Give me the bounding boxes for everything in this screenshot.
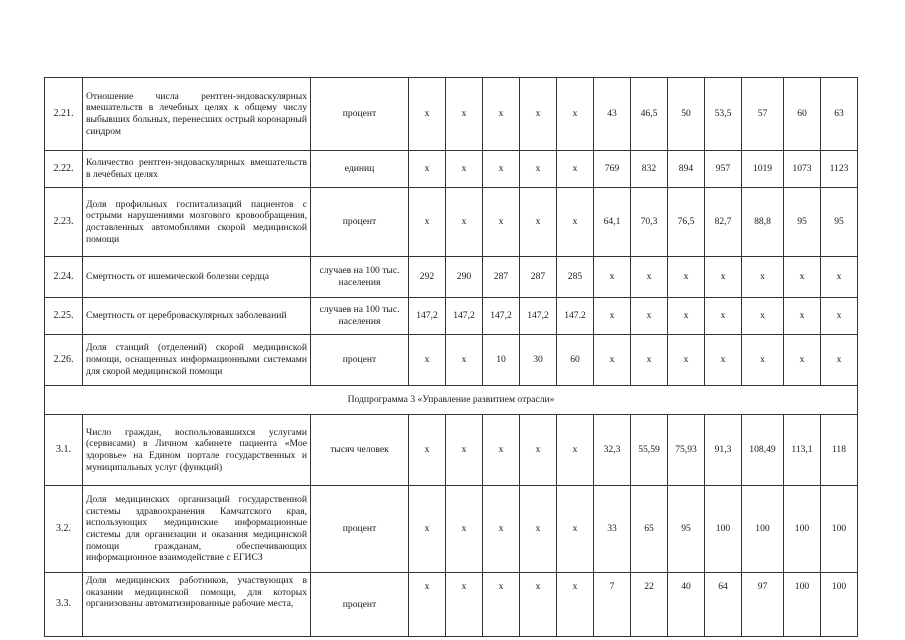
value-cell: 33 bbox=[594, 486, 631, 573]
value-cell: x bbox=[446, 573, 483, 637]
value-cell: 32,3 bbox=[594, 415, 631, 486]
value-cell: x bbox=[409, 188, 446, 257]
value-cell: x bbox=[483, 486, 520, 573]
value-cell: 22 bbox=[631, 573, 668, 637]
value-cell: 46,5 bbox=[631, 78, 668, 151]
value-cell: x bbox=[594, 298, 631, 335]
value-cell: 100 bbox=[821, 486, 858, 573]
indicator-name: Доля медицинских работников, участвующих в оказании медицинской помощи, для которых организованы автоматизированные рабочие места, bbox=[83, 573, 311, 637]
value-cell: x bbox=[520, 486, 557, 573]
value-cell: 290 bbox=[446, 257, 483, 298]
value-cell: 60 bbox=[557, 335, 594, 386]
value-cell: 64 bbox=[705, 573, 742, 637]
value-cell: x bbox=[742, 335, 784, 386]
value-cell: 118 bbox=[821, 415, 858, 486]
unit-of-measure: случаев на 100 тыс. населения bbox=[311, 298, 409, 335]
value-cell: x bbox=[446, 151, 483, 188]
unit-of-measure: процент bbox=[311, 486, 409, 573]
value-cell: 55,59 bbox=[631, 415, 668, 486]
value-cell: 1123 bbox=[821, 151, 858, 188]
value-cell: 97 bbox=[742, 573, 784, 637]
value-cell: 769 bbox=[594, 151, 631, 188]
table-row bbox=[45, 486, 858, 573]
row-number: 3.3. bbox=[45, 573, 83, 637]
row-number: 2.25. bbox=[45, 298, 83, 335]
value-cell: x bbox=[483, 151, 520, 188]
subprogram-header-row bbox=[45, 386, 858, 415]
value-cell: x bbox=[631, 257, 668, 298]
value-cell: x bbox=[557, 573, 594, 637]
value-cell: 113,1 bbox=[784, 415, 821, 486]
value-cell: 894 bbox=[668, 151, 705, 188]
value-cell: x bbox=[631, 335, 668, 386]
subprogram-title: Подпрограмма 3 «Управление развитием отрасли» bbox=[45, 386, 858, 415]
value-cell: x bbox=[742, 298, 784, 335]
value-cell: x bbox=[557, 188, 594, 257]
table-row bbox=[45, 415, 858, 486]
value-cell: x bbox=[668, 257, 705, 298]
value-cell: x bbox=[520, 573, 557, 637]
value-cell: 60 bbox=[784, 78, 821, 151]
value-cell: 64,1 bbox=[594, 188, 631, 257]
unit-of-measure: единиц bbox=[311, 151, 409, 188]
value-cell: 100 bbox=[784, 573, 821, 637]
indicator-name: Отношение числа рентген-эндоваскулярных вмешательств в лечебных целях к общему числу выбывших больных, перенесших острый коронарный синдром bbox=[83, 78, 311, 151]
indicator-name: Доля станций (отделений) скорой медицинской помощи, оснащенных информационными системами для скорой медицинской помощи bbox=[83, 335, 311, 386]
table-row bbox=[45, 78, 858, 151]
value-cell: x bbox=[409, 486, 446, 573]
value-cell: x bbox=[705, 257, 742, 298]
row-number: 2.26. bbox=[45, 335, 83, 386]
row-number: 2.21. bbox=[45, 78, 83, 151]
unit-of-measure: случаев на 100 тыс. населения bbox=[311, 257, 409, 298]
value-cell: 76,5 bbox=[668, 188, 705, 257]
value-cell: x bbox=[446, 486, 483, 573]
value-cell: 1073 bbox=[784, 151, 821, 188]
value-cell: 82,7 bbox=[705, 188, 742, 257]
value-cell: 30 bbox=[520, 335, 557, 386]
value-cell: x bbox=[821, 298, 858, 335]
value-cell: 91,3 bbox=[705, 415, 742, 486]
row-number: 2.23. bbox=[45, 188, 83, 257]
value-cell: 147.2 bbox=[557, 298, 594, 335]
value-cell: x bbox=[409, 573, 446, 637]
value-cell: 292 bbox=[409, 257, 446, 298]
value-cell: x bbox=[483, 415, 520, 486]
value-cell: x bbox=[594, 257, 631, 298]
value-cell: 43 bbox=[594, 78, 631, 151]
value-cell: 95 bbox=[821, 188, 858, 257]
value-cell: 65 bbox=[631, 486, 668, 573]
table-row bbox=[45, 257, 858, 298]
value-cell: 832 bbox=[631, 151, 668, 188]
value-cell: 63 bbox=[821, 78, 858, 151]
unit-of-measure: тысяч человек bbox=[311, 415, 409, 486]
row-number: 2.24. bbox=[45, 257, 83, 298]
value-cell: 1019 bbox=[742, 151, 784, 188]
unit-of-measure: процент bbox=[311, 335, 409, 386]
value-cell: x bbox=[784, 257, 821, 298]
value-cell: x bbox=[784, 298, 821, 335]
indicator-name: Смертность от цереброваскулярных заболеваний bbox=[83, 298, 311, 335]
indicators-table bbox=[44, 77, 858, 637]
value-cell: 100 bbox=[784, 486, 821, 573]
value-cell: 40 bbox=[668, 573, 705, 637]
value-cell: x bbox=[520, 78, 557, 151]
value-cell: x bbox=[446, 188, 483, 257]
value-cell: 147,2 bbox=[483, 298, 520, 335]
value-cell: x bbox=[557, 151, 594, 188]
row-number: 3.2. bbox=[45, 486, 83, 573]
value-cell: 100 bbox=[705, 486, 742, 573]
value-cell: 50 bbox=[668, 78, 705, 151]
indicator-name: Доля профильных госпитализаций пациентов с острыми нарушениями мозгового кровообращения, доставленных автомобилями скорой медицинской помощи bbox=[83, 188, 311, 257]
value-cell: x bbox=[483, 573, 520, 637]
value-cell: x bbox=[520, 151, 557, 188]
table-body bbox=[45, 78, 858, 637]
value-cell: 88,8 bbox=[742, 188, 784, 257]
value-cell: x bbox=[557, 486, 594, 573]
value-cell: x bbox=[520, 415, 557, 486]
value-cell: 95 bbox=[784, 188, 821, 257]
unit-of-measure: процент bbox=[311, 573, 409, 637]
value-cell: x bbox=[446, 415, 483, 486]
row-number: 3.1. bbox=[45, 415, 83, 486]
table-row bbox=[45, 573, 858, 637]
value-cell: x bbox=[668, 298, 705, 335]
indicator-name: Количество рентген-эндоваскулярных вмешательств в лечебных целях bbox=[83, 151, 311, 188]
table-row bbox=[45, 298, 858, 335]
value-cell: 147,2 bbox=[520, 298, 557, 335]
value-cell: x bbox=[742, 257, 784, 298]
value-cell: 53,5 bbox=[705, 78, 742, 151]
value-cell: 7 bbox=[594, 573, 631, 637]
table-row bbox=[45, 335, 858, 386]
unit-of-measure: процент bbox=[311, 78, 409, 151]
value-cell: 100 bbox=[742, 486, 784, 573]
table-row bbox=[45, 151, 858, 188]
value-cell: x bbox=[557, 78, 594, 151]
value-cell: x bbox=[409, 335, 446, 386]
value-cell: x bbox=[705, 335, 742, 386]
unit-of-measure: процент bbox=[311, 188, 409, 257]
indicator-name: Число граждан, воспользовавшихся услугами (сервисами) в Личном кабинете пациента «Мое здоровье» на Едином портале государственных и муниципальных услуг (функций) bbox=[83, 415, 311, 486]
value-cell: 57 bbox=[742, 78, 784, 151]
value-cell: 100 bbox=[821, 573, 858, 637]
value-cell: x bbox=[520, 188, 557, 257]
value-cell: x bbox=[446, 335, 483, 386]
value-cell: 957 bbox=[705, 151, 742, 188]
value-cell: x bbox=[409, 151, 446, 188]
value-cell: x bbox=[631, 298, 668, 335]
value-cell: x bbox=[409, 415, 446, 486]
value-cell: 147,2 bbox=[409, 298, 446, 335]
value-cell: 285 bbox=[557, 257, 594, 298]
value-cell: 75,93 bbox=[668, 415, 705, 486]
value-cell: x bbox=[821, 335, 858, 386]
value-cell: x bbox=[705, 298, 742, 335]
value-cell: 287 bbox=[520, 257, 557, 298]
table-row bbox=[45, 188, 858, 257]
value-cell: x bbox=[483, 78, 520, 151]
row-number: 2.22. bbox=[45, 151, 83, 188]
value-cell: x bbox=[821, 257, 858, 298]
indicator-name: Доля медицинских организаций государственной системы здравоохранения Камчатского края, использующих медицинские информационные системы для организации и оказания медицинской помощи гражданам, обеспечивающих информационное взаимодействие с ЕГИСЗ bbox=[83, 486, 311, 573]
value-cell: x bbox=[784, 335, 821, 386]
value-cell: x bbox=[557, 415, 594, 486]
indicator-name: Смертность от ишемической болезни сердца bbox=[83, 257, 311, 298]
value-cell: 70,3 bbox=[631, 188, 668, 257]
value-cell: 147,2 bbox=[446, 298, 483, 335]
value-cell: x bbox=[409, 78, 446, 151]
value-cell: x bbox=[668, 335, 705, 386]
value-cell: x bbox=[483, 188, 520, 257]
value-cell: x bbox=[446, 78, 483, 151]
value-cell: 10 bbox=[483, 335, 520, 386]
value-cell: 108,49 bbox=[742, 415, 784, 486]
value-cell: x bbox=[594, 335, 631, 386]
value-cell: 287 bbox=[483, 257, 520, 298]
value-cell: 95 bbox=[668, 486, 705, 573]
